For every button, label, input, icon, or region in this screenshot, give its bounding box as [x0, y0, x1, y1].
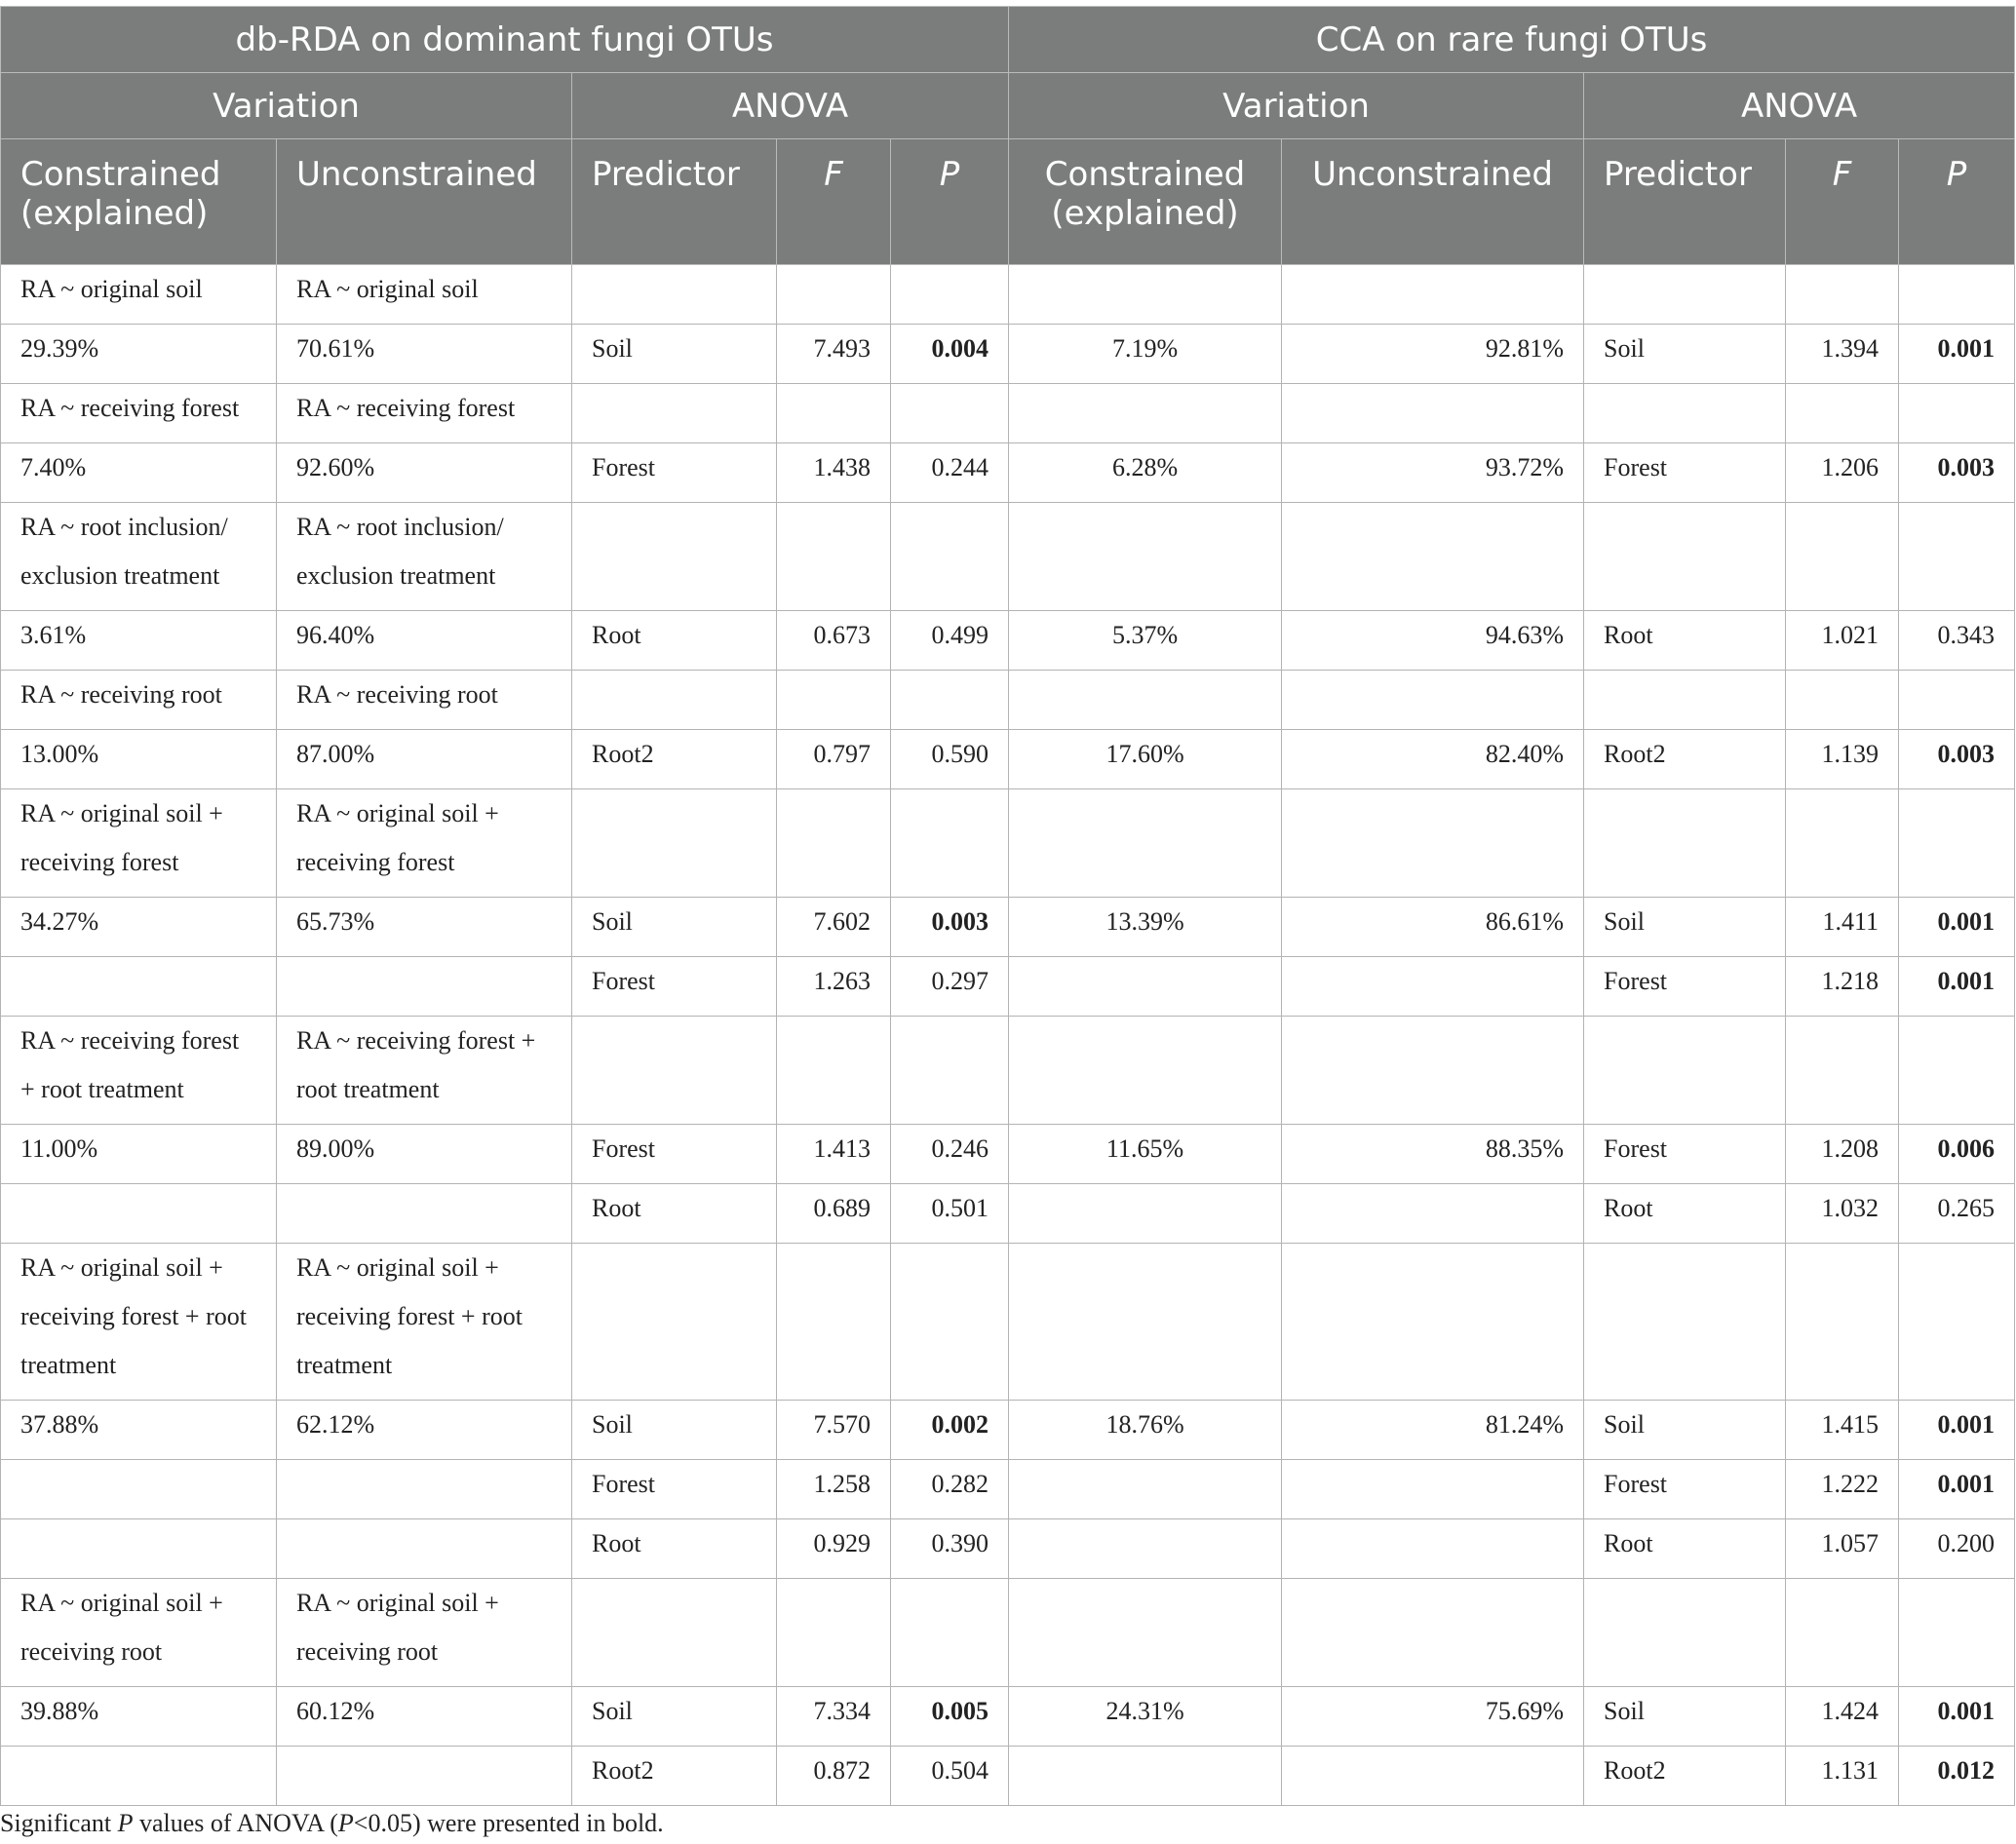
empty-cell	[1282, 1017, 1584, 1125]
constrained-value: 7.19%	[1009, 325, 1282, 384]
empty-cell	[891, 503, 1009, 611]
empty-cell	[777, 384, 891, 443]
p-value: 0.005	[891, 1687, 1009, 1747]
empty-cell	[1282, 265, 1584, 325]
table-row	[1, 611, 2015, 671]
empty-cell	[1786, 1579, 1899, 1687]
table-row	[1, 1579, 2015, 1687]
unconstrained-value: 88.35%	[1282, 1125, 1584, 1184]
empty-cell	[1282, 1244, 1584, 1401]
empty-cell	[1584, 1244, 1786, 1401]
empty-cell	[1584, 1579, 1786, 1687]
empty-cell	[777, 1579, 891, 1687]
empty-cell	[1899, 1244, 2015, 1401]
f-value: 1.218	[1786, 957, 1899, 1017]
f-value: 0.689	[777, 1184, 891, 1244]
empty-cell	[891, 1244, 1009, 1401]
empty-cell	[1584, 503, 1786, 611]
empty-cell	[1786, 503, 1899, 611]
predictor-value: Root2	[572, 730, 777, 789]
f-value: 1.057	[1786, 1519, 1899, 1579]
predictor-value: Root	[1584, 1519, 1786, 1579]
constrained-value	[1009, 957, 1282, 1017]
row-label-left-unconstrained: RA ~ root inclusion/ exclusion treatment	[277, 503, 572, 611]
predictor-value: Root2	[1584, 730, 1786, 789]
p-value: 0.002	[891, 1401, 1009, 1460]
constrained-value: 7.40%	[1, 443, 277, 503]
unconstrained-value	[277, 957, 572, 1017]
empty-cell	[572, 789, 777, 898]
f-value: 7.493	[777, 325, 891, 384]
row-label-left: RA ~ original soil + receiving forest	[1, 789, 277, 898]
empty-cell	[891, 789, 1009, 898]
predictor-value: Root2	[1584, 1747, 1786, 1806]
predictor-value: Soil	[1584, 898, 1786, 957]
row-label-left: RA ~ original soil + receiving forest + root treatment	[1, 1244, 277, 1401]
empty-cell	[1584, 384, 1786, 443]
constrained-value: 3.61%	[1, 611, 277, 671]
row-label-left: RA ~ receiving forest + root treatment	[1, 1017, 277, 1125]
constrained-value	[1, 1460, 277, 1519]
empty-cell	[1584, 1017, 1786, 1125]
unconstrained-value: 94.63%	[1282, 611, 1584, 671]
empty-cell	[777, 265, 891, 325]
empty-cell	[777, 1244, 891, 1401]
empty-cell	[1786, 1244, 1899, 1401]
p-value: 0.504	[891, 1747, 1009, 1806]
table-row	[1, 1687, 2015, 1747]
variation-header-right: Variation	[1009, 73, 1584, 139]
empty-cell	[1899, 1017, 2015, 1125]
predictor-value: Soil	[1584, 1401, 1786, 1460]
predictor-value: Forest	[572, 1460, 777, 1519]
constrained-value: 37.88%	[1, 1401, 277, 1460]
predictor-value: Soil	[572, 1401, 777, 1460]
empty-cell	[572, 503, 777, 611]
empty-cell	[1584, 789, 1786, 898]
empty-cell	[1009, 384, 1282, 443]
unconstrained-value: 92.60%	[277, 443, 572, 503]
empty-cell	[1786, 265, 1899, 325]
constrained-value	[1009, 1184, 1282, 1244]
predictor-value: Soil	[1584, 325, 1786, 384]
empty-cell	[1009, 789, 1282, 898]
cca-group-header: CCA on rare fungi OTUs	[1009, 7, 2015, 73]
table-row	[1, 957, 2015, 1017]
constrained-value: 29.39%	[1, 325, 277, 384]
f-value: 1.413	[777, 1125, 891, 1184]
empty-cell	[777, 671, 891, 730]
empty-cell	[1282, 384, 1584, 443]
db-rda-group-header: db-RDA on dominant fungi OTUs	[1, 7, 1009, 73]
empty-cell	[1009, 1579, 1282, 1687]
f-value: 1.415	[1786, 1401, 1899, 1460]
predictor-value: Root2	[572, 1747, 777, 1806]
unconstrained-value: 87.00%	[277, 730, 572, 789]
f-header-left: F	[777, 139, 891, 265]
empty-cell	[572, 384, 777, 443]
predictor-value: Forest	[572, 957, 777, 1017]
p-value: 0.001	[1899, 1460, 2015, 1519]
f-value: 1.263	[777, 957, 891, 1017]
empty-cell	[1899, 1579, 2015, 1687]
unconstrained-value: 81.24%	[1282, 1401, 1584, 1460]
f-value: 7.570	[777, 1401, 891, 1460]
predictor-value: Soil	[572, 1687, 777, 1747]
predictor-value: Forest	[1584, 443, 1786, 503]
unconstrained-value	[277, 1460, 572, 1519]
unconstrained-value	[277, 1747, 572, 1806]
predictor-value: Root	[572, 1184, 777, 1244]
unconstrained-value	[277, 1519, 572, 1579]
f-value: 0.673	[777, 611, 891, 671]
table-row	[1, 265, 2015, 325]
unconstrained-value: 65.73%	[277, 898, 572, 957]
empty-cell	[891, 384, 1009, 443]
f-value: 1.208	[1786, 1125, 1899, 1184]
constrained-value	[1, 1184, 277, 1244]
empty-cell	[572, 265, 777, 325]
footnote-post: <0.05) were presented in bold.	[353, 1809, 664, 1837]
constrained-value	[1, 957, 277, 1017]
f-value: 1.222	[1786, 1460, 1899, 1519]
empty-cell	[1282, 671, 1584, 730]
f-value: 1.258	[777, 1460, 891, 1519]
unconstrained-value: 62.12%	[277, 1401, 572, 1460]
empty-cell	[777, 789, 891, 898]
empty-cell	[1282, 1579, 1584, 1687]
empty-cell	[1009, 265, 1282, 325]
empty-cell	[1282, 789, 1584, 898]
unconstrained-value	[1282, 1184, 1584, 1244]
empty-cell	[1899, 384, 2015, 443]
predictor-header-left: Predictor	[572, 139, 777, 265]
constrained-value: 34.27%	[1, 898, 277, 957]
empty-cell	[572, 671, 777, 730]
p-value: 0.297	[891, 957, 1009, 1017]
empty-cell	[1899, 671, 2015, 730]
unconstrained-value: 60.12%	[277, 1687, 572, 1747]
footnote-mid: values of ANOVA (	[133, 1809, 338, 1837]
predictor-value: Soil	[1584, 1687, 1786, 1747]
anova-header-right: ANOVA	[1584, 73, 2015, 139]
constrained-value	[1, 1747, 277, 1806]
table-row	[1, 1747, 2015, 1806]
f-value: 1.206	[1786, 443, 1899, 503]
p-value: 0.001	[1899, 1401, 2015, 1460]
empty-cell	[1786, 384, 1899, 443]
p-value: 0.001	[1899, 1687, 2015, 1747]
unconstrained-value: 92.81%	[1282, 325, 1584, 384]
footnote-cond: P	[337, 1809, 354, 1837]
table-row	[1, 671, 2015, 730]
p-header-right: P	[1899, 139, 2015, 265]
empty-cell	[1584, 671, 1786, 730]
footnote	[0, 1809, 664, 1838]
row-label-left-unconstrained: RA ~ receiving root	[277, 671, 572, 730]
table-row	[1, 1244, 2015, 1401]
predictor-value: Forest	[572, 443, 777, 503]
f-value: 1.032	[1786, 1184, 1899, 1244]
empty-cell	[1584, 265, 1786, 325]
predictor-value: Root	[572, 1519, 777, 1579]
row-label-left-unconstrained: RA ~ receiving forest	[277, 384, 572, 443]
constrained-header-right: Constrained (explained)	[1009, 139, 1282, 265]
constrained-value: 18.76%	[1009, 1401, 1282, 1460]
row-label-left-unconstrained: RA ~ receiving forest + root treatment	[277, 1017, 572, 1125]
f-header-right: F	[1786, 139, 1899, 265]
p-value: 0.006	[1899, 1125, 2015, 1184]
empty-cell	[1009, 671, 1282, 730]
p-value: 0.001	[1899, 898, 2015, 957]
p-value: 0.343	[1899, 611, 2015, 671]
row-label-left-unconstrained: RA ~ original soil + receiving root	[277, 1579, 572, 1687]
predictor-value: Root	[1584, 611, 1786, 671]
row-label-left: RA ~ root inclusion/ exclusion treatment	[1, 503, 277, 611]
empty-cell	[891, 671, 1009, 730]
unconstrained-value	[1282, 1460, 1584, 1519]
empty-cell	[1899, 789, 2015, 898]
constrained-value	[1, 1519, 277, 1579]
p-value: 0.501	[891, 1184, 1009, 1244]
table-row	[1, 384, 2015, 443]
constrained-value: 11.65%	[1009, 1125, 1282, 1184]
constrained-value: 6.28%	[1009, 443, 1282, 503]
f-value: 0.797	[777, 730, 891, 789]
unconstrained-value: 93.72%	[1282, 443, 1584, 503]
empty-cell	[1009, 1017, 1282, 1125]
empty-cell	[777, 1017, 891, 1125]
table-row	[1, 1401, 2015, 1460]
predictor-value: Forest	[1584, 957, 1786, 1017]
empty-cell	[891, 265, 1009, 325]
anova-header-left: ANOVA	[572, 73, 1009, 139]
p-value: 0.390	[891, 1519, 1009, 1579]
row-label-left-unconstrained: RA ~ original soil + receiving forest + root treatment	[277, 1244, 572, 1401]
table-row	[1, 1519, 2015, 1579]
p-value: 0.282	[891, 1460, 1009, 1519]
table-row	[1, 325, 2015, 384]
constrained-value	[1009, 1747, 1282, 1806]
empty-cell	[1899, 265, 2015, 325]
constrained-value: 39.88%	[1, 1687, 277, 1747]
empty-cell	[1282, 503, 1584, 611]
unconstrained-value: 82.40%	[1282, 730, 1584, 789]
f-value: 7.602	[777, 898, 891, 957]
unconstrained-value: 70.61%	[277, 325, 572, 384]
constrained-header-left: Constrained (explained)	[1, 139, 277, 265]
row-label-left: RA ~ receiving root	[1, 671, 277, 730]
p-value: 0.003	[1899, 730, 2015, 789]
unconstrained-value	[277, 1184, 572, 1244]
f-value: 1.424	[1786, 1687, 1899, 1747]
predictor-value: Root	[572, 611, 777, 671]
predictor-header-right: Predictor	[1584, 139, 1786, 265]
unconstrained-value	[1282, 1747, 1584, 1806]
row-label-left: RA ~ receiving forest	[1, 384, 277, 443]
p-value: 0.590	[891, 730, 1009, 789]
empty-cell	[1786, 671, 1899, 730]
table-row	[1, 503, 2015, 611]
table-row	[1, 898, 2015, 957]
unconstrained-header-left: Unconstrained	[277, 139, 572, 265]
predictor-value: Root	[1584, 1184, 1786, 1244]
table-body	[1, 265, 2015, 1806]
table-row	[1, 1184, 2015, 1244]
constrained-value: 11.00%	[1, 1125, 277, 1184]
p-header-left: P	[891, 139, 1009, 265]
constrained-value: 24.31%	[1009, 1687, 1282, 1747]
empty-cell	[572, 1579, 777, 1687]
results-table	[0, 6, 2015, 1806]
unconstrained-value	[1282, 957, 1584, 1017]
unconstrained-value: 75.69%	[1282, 1687, 1584, 1747]
f-value: 1.411	[1786, 898, 1899, 957]
constrained-value: 5.37%	[1009, 611, 1282, 671]
table-row	[1, 443, 2015, 503]
constrained-value	[1009, 1519, 1282, 1579]
f-value: 1.131	[1786, 1747, 1899, 1806]
variation-header-left: Variation	[1, 73, 572, 139]
p-value: 0.004	[891, 325, 1009, 384]
unconstrained-value	[1282, 1519, 1584, 1579]
f-value: 1.021	[1786, 611, 1899, 671]
table-row	[1, 789, 2015, 898]
predictor-value: Forest	[1584, 1125, 1786, 1184]
predictor-value: Forest	[1584, 1460, 1786, 1519]
p-value: 0.001	[1899, 325, 2015, 384]
constrained-value	[1009, 1460, 1282, 1519]
empty-cell	[1009, 503, 1282, 611]
f-value: 0.929	[777, 1519, 891, 1579]
table-row	[1, 730, 2015, 789]
empty-cell	[572, 1017, 777, 1125]
constrained-value: 17.60%	[1009, 730, 1282, 789]
table-row	[1, 1017, 2015, 1125]
unconstrained-header-right: Unconstrained	[1282, 139, 1584, 265]
p-value: 0.003	[891, 898, 1009, 957]
p-value: 0.499	[891, 611, 1009, 671]
row-label-left-unconstrained: RA ~ original soil + receiving forest	[277, 789, 572, 898]
f-value: 1.438	[777, 443, 891, 503]
unconstrained-value: 96.40%	[277, 611, 572, 671]
footnote-pre: Significant	[0, 1809, 118, 1837]
p-value: 0.012	[1899, 1747, 2015, 1806]
predictor-value: Soil	[572, 325, 777, 384]
p-value: 0.200	[1899, 1519, 2015, 1579]
p-value: 0.003	[1899, 443, 2015, 503]
f-value: 1.139	[1786, 730, 1899, 789]
unconstrained-value: 89.00%	[277, 1125, 572, 1184]
empty-cell	[891, 1017, 1009, 1125]
row-label-left-unconstrained: RA ~ original soil	[277, 265, 572, 325]
empty-cell	[891, 1579, 1009, 1687]
row-label-left: RA ~ original soil	[1, 265, 277, 325]
empty-cell	[1009, 1244, 1282, 1401]
table-row	[1, 1460, 2015, 1519]
empty-cell	[1786, 1017, 1899, 1125]
predictor-value: Soil	[572, 898, 777, 957]
constrained-value: 13.39%	[1009, 898, 1282, 957]
f-value: 0.872	[777, 1747, 891, 1806]
p-value: 0.246	[891, 1125, 1009, 1184]
predictor-value: Forest	[572, 1125, 777, 1184]
constrained-value: 13.00%	[1, 730, 277, 789]
p-value: 0.265	[1899, 1184, 2015, 1244]
f-value: 7.334	[777, 1687, 891, 1747]
empty-cell	[1899, 503, 2015, 611]
row-label-left: RA ~ original soil + receiving root	[1, 1579, 277, 1687]
empty-cell	[1786, 789, 1899, 898]
f-value: 1.394	[1786, 325, 1899, 384]
table-row	[1, 1125, 2015, 1184]
empty-cell	[777, 503, 891, 611]
p-value: 0.244	[891, 443, 1009, 503]
footnote-p: P	[117, 1809, 134, 1837]
empty-cell	[572, 1244, 777, 1401]
unconstrained-value: 86.61%	[1282, 898, 1584, 957]
p-value: 0.001	[1899, 957, 2015, 1017]
